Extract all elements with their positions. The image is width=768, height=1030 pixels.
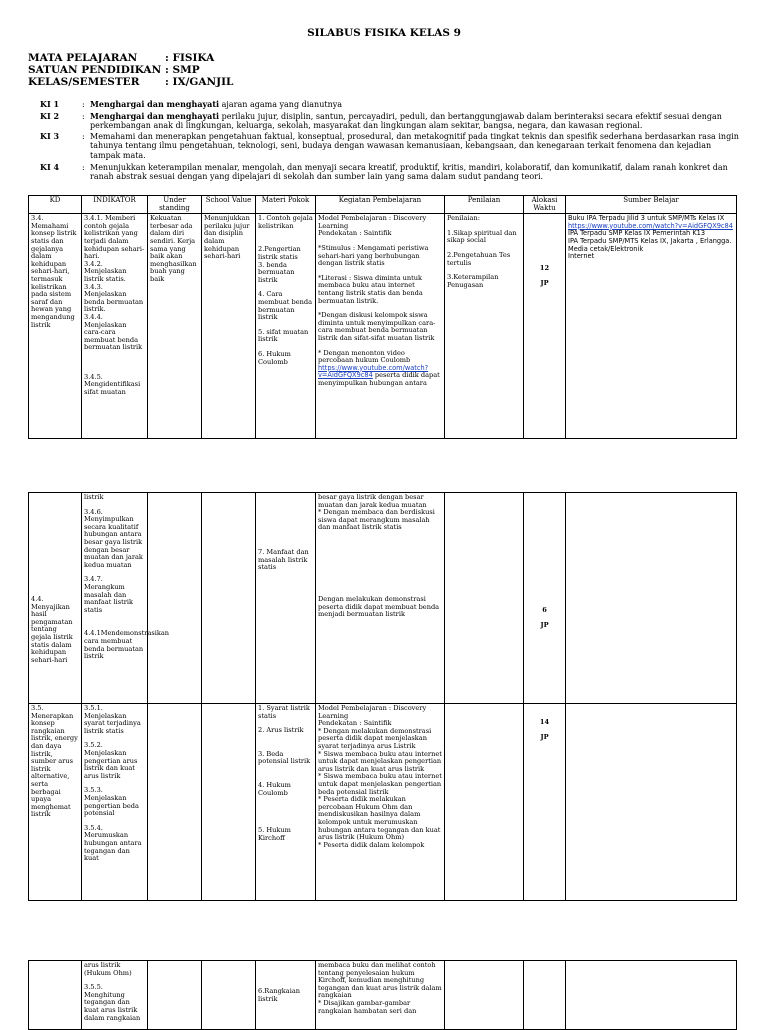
header-kegiatan: Kegiatan Pembelajaran (316, 196, 445, 214)
sumber-cell (566, 704, 737, 901)
kd-cell: 3.4. Memahami konsep listrik statis dan gejalanya dalam kehidupan sehari-hari, termasuk kelistrikan pada sistem saraf dan hewan yang mengandung listrik (29, 214, 82, 439)
indikator-cell: 3.4.1. Memberi contoh gejala kelistrikan yang terjadi dalam kehidupan sehari-hari. 3.4.2. Menjelaskan listrik statis. 3.4.3. Menjelaskan benda bermuatan listrik. 3.4.4. Menjelaskan cara-cara membuat benda bermuatan listrik 3.4.5. Mengidentifikasi sifat muatan (82, 214, 148, 439)
indikator-cell: arus listrik (Hukum Ohm) 3.5.5. Menghitung tegangan dan kuat arus listrik dalam rangkaian (82, 961, 148, 1030)
school-value-cell (202, 961, 256, 1030)
table-row (29, 704, 737, 901)
table-row (29, 961, 737, 1030)
kegiatan-cell: Model Pembelajaran : Discovery Learning Pendekatan : Saintifik * Dengan melakukan demonstrasi peserta didik dapat menjelaskan syarat terjadinya arus Listrik * Siswa membaca buku atau internet untuk dapat menjelaskan pengertian arus listrik dan kuat arus listrik * Siswa membaca buku atau internet untuk dapat menjelaskan pengertian beda potensial listrik * Peserta didik melakukan percobaan Hukum Ohm dan mendiskusikan hasilnya dalam kelompok untuk merumuskan hubungan antara tegangan dan kuat arus listrik (Hukum Ohm) * Peserta didik dalam kelompok (316, 704, 445, 901)
sumber-cell (566, 961, 737, 1030)
alokasi-cell: 6 JP (524, 493, 566, 704)
video-link[interactable]: https://www.youtube.com/watch?v=AidGFQX9c84 (318, 363, 429, 380)
source-link[interactable]: https://www.youtube.com/watch?v=AidGFQX9c84 (568, 221, 733, 230)
penilaian-cell: Penilaian: 1.Sikap spiritual dan sikap social 2.Pengetahuan Tes tertulis 3.Keterampilan Penugasan (445, 214, 524, 439)
understanding-cell (148, 704, 202, 901)
header-understanding: Under standing (148, 196, 202, 214)
ki-3: KI 3 : Memahami dan menerapkan pengetahuan faktual, konseptual, prosedural, dan metakognitif pada tingkat teknis dan spesifik sederhana berdasarkan rasa ingin tahunya tentang ilmu pengetahuan, teknologi, seni, budaya dengan wawasan kemanusiaan, kebangsaan, dan kenegaraan terkait fenomena dan kejadian tampak mata. (40, 131, 739, 160)
meta-class-semester: KELAS/SEMESTER : IX/GANJIL (28, 76, 234, 88)
indikator-cell: listrik 3.4.6. Menyimpulkan secara kualitatif hubungan antara besar gaya listrik dengan besar muatan dan jarak kedua muatan 3.4.7. Merangkum masalah dan manfaat listrik statis 4.4.1Mendemonstrasikan cara membuat benda bermuatan listrik (82, 493, 148, 704)
ki-2: KI 2 : Menghargai dan menghayati perilaku jujur, disiplin, santun, percayadiri, peduli, dan bertanggungjawab dalam berinteraksi secara efektif sesuai dengan perkembangan anak di lingkungan, keluarga, sekolah, masyarakat dan lingkungan alam sekitar, bangsa, negara, dan kawasan regional. (40, 111, 722, 131)
materi-cell: 1. Syarat listrik statis 2. Arus listrik 3. Beda potensial listrik 4. Hukum Coulomb 5. Hukum Kirchoff (256, 704, 316, 901)
syllabus-table-2 (28, 492, 737, 901)
kegiatan-cell: membaca buku dan melihat contoh tentang penyelesaian hukum Kirchoff, kemudian menghitung tegangan dan kuat arus listrik dalam rangkaian * Disajikan gambar-gambar rangkaian hambatan seri dan (316, 961, 445, 1030)
meta-school-level: SATUAN PENDIDIKAN : SMP (28, 64, 200, 76)
header-indikator: INDIKATOR (82, 196, 148, 214)
ki-1: KI 1 : Menghargai dan menghayati ajaran agama yang dianutnya (40, 99, 343, 109)
ki-4: KI 4 : Menunjukkan keterampilan menalar, mengolah, dan menyaji secara kreatif, produktif, kritis, mandiri, kolaboratif, dan komunikatif, dalam ranah konkret dan ranah abstrak sesuai dengan yang dipelajari di sekolah dan sumber lain yang sama dalam sudut pandang teori. (40, 162, 728, 182)
school-value-cell (202, 704, 256, 901)
table-header-row (29, 196, 737, 214)
table-row (29, 214, 737, 439)
header-penilaian: Penilaian (445, 196, 524, 214)
penilaian-cell (445, 493, 524, 704)
kegiatan-cell: Model Pembelajaran : Discovery Learning Pendekatan : Saintifik *Stimulus : Mengamati peristiwa sehari-hari yang berhubungan dengan listrik statis *Literasi : Siswa diminta untuk membaca buku atau internet tentang listrik statis dan benda bermuatan listrik. *Dengan diskusi kelompok siswa diminta untuk menyimpulkan cara-cara membuat benda bermuatan listrik dan sifat-sifat muatan listrik * Dengan menonton video percobaan hukum Coulomb https://www.youtube.com/watch?v=AidGFQX9c84 peserta didik dapat menyimpulkan hubungan antara (316, 214, 445, 439)
materi-cell: 7. Manfaat dan masalah listrik statis (256, 493, 316, 704)
header-school-value: School Value (202, 196, 256, 214)
materi-cell: 6.Rangkaian listrik (256, 961, 316, 1030)
header-kd: KD (29, 196, 82, 214)
understanding-cell (148, 493, 202, 704)
alokasi-cell: 14 JP (524, 704, 566, 901)
understanding-cell (148, 961, 202, 1030)
materi-cell: 1. Contoh gejala kelistrikan 2.Pengertian listrik statis 3. benda bermuatan listrik 4. Cara membuat benda bermuatan listrik 5. sifat muatan listrik 6. Hukum Coulomb (256, 214, 316, 439)
indikator-cell: 3.5.1. Menjelaskan syarat terjadinya listrik statis 3.5.2. Menjelaskan pengertian arus listrik dan kuat arus listrik 3.5.3. Menjelaskan pengertian beda potensial 3.5.4. Merumuskan hubungan antara tegangan dan kuat (82, 704, 148, 901)
school-value-cell: Menunjukkan perilaku jujur dan disiplin dalam kehidupan sehari-hari (202, 214, 256, 439)
alokasi-cell: 12 JP (524, 214, 566, 439)
kd-cell: 3.5. Menerapkan konsep rangkaian listrik, energy dan daya listrik, sumber arus listrik alternative, serta berbagai upaya menghemat listrik (29, 704, 82, 901)
kd-cell (29, 961, 82, 1030)
syllabus-table-1 (28, 195, 737, 439)
header-materi-pokok: Materi Pokok (256, 196, 316, 214)
sumber-cell: Buku IPA Terpadu Jilid 3 untuk SMP/MTs Kelas IX https://www.youtube.com/watch?v=AidGFQX9c84 IPA Terpadu SMP Kelas IX Pemerintah K13 IPA Terpadu SMP/MTS Kelas IX, Jakarta , Erlangga. Media cetak/Elektronik Internet (566, 214, 737, 439)
page-title: SILABUS FISIKA KELAS 9 (307, 27, 461, 39)
sumber-cell (566, 493, 737, 704)
table-row (29, 493, 737, 704)
alokasi-cell (524, 961, 566, 1030)
understanding-cell: Kekuatan terbesar ada dalam diri sendiri. Kerja sama yang baik akan menghasilkan buah yang baik (148, 214, 202, 439)
penilaian-cell (445, 961, 524, 1030)
syllabus-table-3 (28, 960, 737, 1030)
header-alokasi: Alokasi Waktu (524, 196, 566, 214)
school-value-cell (202, 493, 256, 704)
penilaian-cell (445, 704, 524, 901)
kd-cell: 4.4. Menyajikan hasil pengamatan tentang gejala listrik statis dalam kehidupan sehari-hari (29, 493, 82, 704)
kegiatan-cell: besar gaya listrik dengan besar muatan dan jarak kedua muatan * Dengan membaca dan berdiskusi siswa dapat merangkum masalah dan manfaat listrik statis Dengan melakukan demonstrasi peserta didik dapat membuat benda menjadi bermuatan listrik (316, 493, 445, 704)
header-sumber: Sumber Belajar (566, 196, 737, 214)
meta-subject: MATA PELAJARAN : FISIKA (28, 52, 215, 64)
